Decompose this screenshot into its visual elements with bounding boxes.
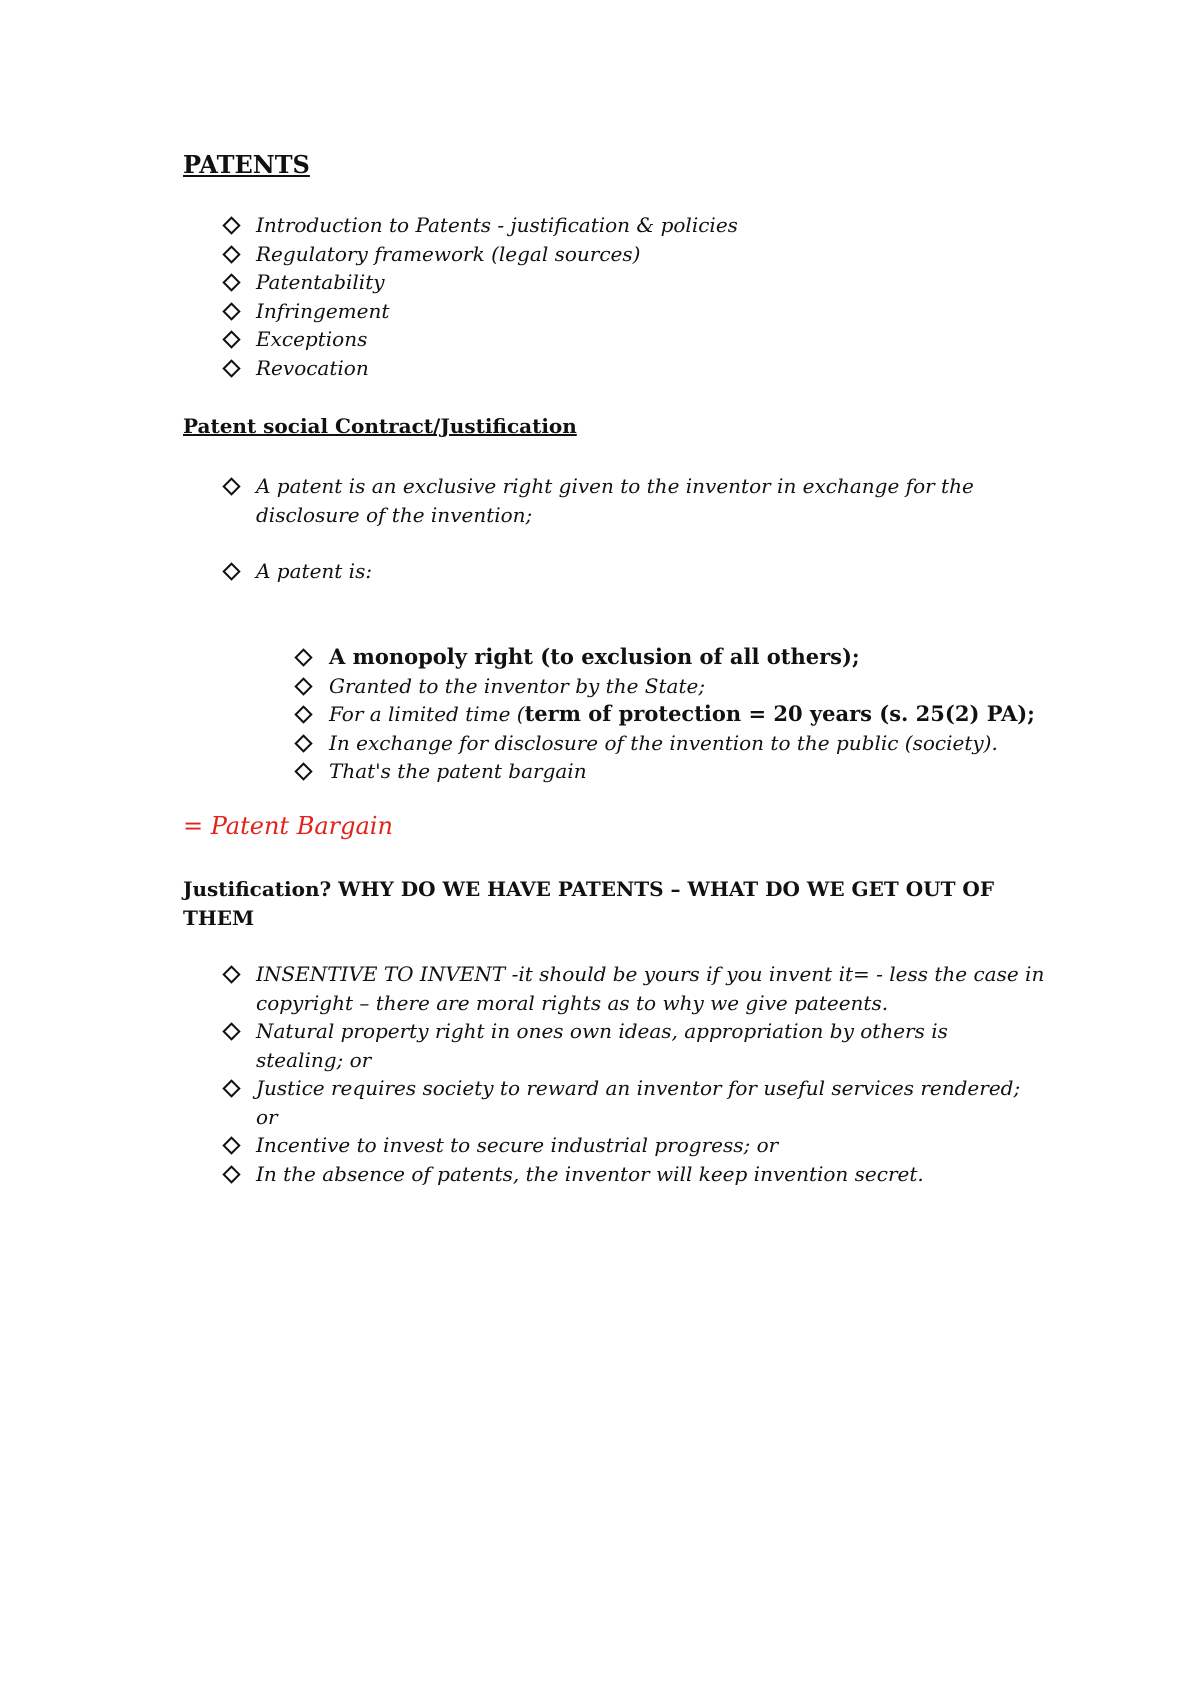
diamond-bullet-icon [222, 330, 240, 348]
list-item-continuation: or [256, 1104, 278, 1129]
list-item: In exchange for disclosure of the invention to the public (society). [329, 729, 1035, 758]
diamond-bullet-icon [294, 648, 312, 666]
list-item: Revocation [256, 354, 738, 383]
list-item: Granted to the inventor by the State; [329, 672, 1035, 701]
list-item: For a limited time (term of protection = 20 years (s. 25(2) PA); [329, 700, 1035, 729]
list-item: Introduction to Patents - justification & policies [256, 211, 738, 240]
page-title: PATENTS [183, 150, 310, 179]
diamond-bullet-icon [222, 273, 240, 291]
diamond-bullet-icon [222, 477, 240, 495]
section-heading-justification [183, 875, 994, 932]
patent-bargain-note: = Patent Bargain [183, 812, 393, 840]
diamond-bullet-icon [222, 216, 240, 234]
diamond-bullet-icon [222, 1022, 240, 1040]
diamond-bullet-icon [222, 965, 240, 983]
list-item: A patent is: [256, 557, 372, 586]
section-heading-social-contract: Patent social Contract/Justification [183, 414, 577, 438]
list-item: Exceptions [256, 325, 738, 354]
list-item: Incentive to invest to secure industrial progress; or [256, 1131, 1044, 1160]
list-item: INSENTIVE TO INVENT -it should be yours if you invent it= - less the case in [256, 960, 1044, 989]
diamond-bullet-icon [294, 677, 312, 695]
list-item: That's the patent bargain [329, 757, 1035, 786]
list-item: In the absence of patents, the inventor will keep invention secret. [256, 1160, 1044, 1189]
diamond-bullet-icon [294, 734, 312, 752]
heading-line: Justification? WHY DO WE HAVE PATENTS – WHAT DO WE GET OUT OF [183, 877, 995, 901]
diamond-bullet-icon [222, 245, 240, 263]
diamond-bullet-icon [222, 1165, 240, 1183]
diamond-bullet-icon [222, 562, 240, 580]
list-item: A patent is an exclusive right given to the inventor in exchange for the [256, 472, 974, 501]
social-contract-list [256, 472, 974, 529]
list-item: Natural property right in ones own ideas, appropriation by others is [256, 1017, 1044, 1046]
diamond-bullet-icon [222, 302, 240, 320]
diamond-bullet-icon [294, 762, 312, 780]
patent-definition-sublist [329, 643, 1035, 786]
outline-list [256, 211, 738, 382]
heading-line: THEM [183, 905, 255, 930]
list-item-continuation: copyright – there are moral rights as to why we give pateents. [256, 990, 889, 1015]
list-item-continuation: disclosure of the invention; [256, 502, 533, 527]
diamond-bullet-icon [222, 1136, 240, 1154]
list-item: A monopoly right (to exclusion of all others); [329, 643, 1035, 672]
diamond-bullet-icon [294, 705, 312, 723]
diamond-bullet-icon [222, 1079, 240, 1097]
justification-list [256, 960, 1044, 1188]
list-item: Justice requires society to reward an inventor for useful services rendered; [256, 1074, 1044, 1103]
patent-is-list [256, 557, 372, 586]
diamond-bullet-icon [222, 359, 240, 377]
list-item: Regulatory framework (legal sources) [256, 240, 738, 269]
list-item-continuation: stealing; or [256, 1047, 372, 1072]
list-item: Infringement [256, 297, 738, 326]
list-item: Patentability [256, 268, 738, 297]
